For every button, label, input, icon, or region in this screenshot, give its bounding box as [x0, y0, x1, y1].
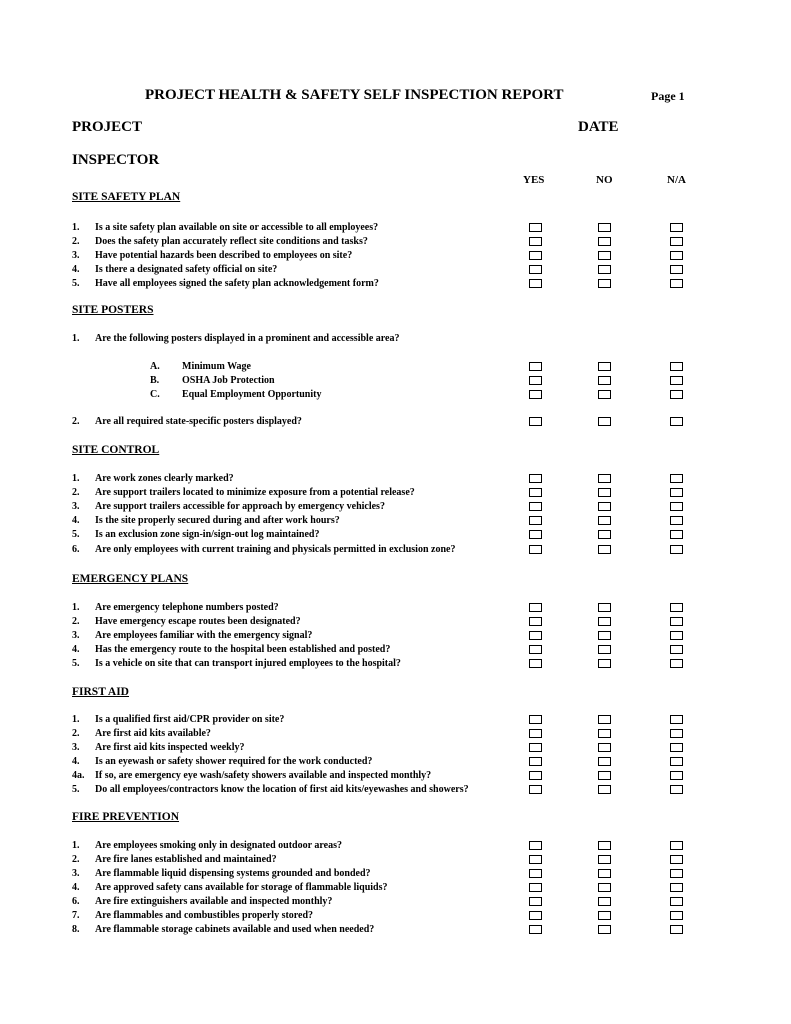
question-text: Have potential hazards been described to employees on site?: [95, 250, 353, 261]
checkbox-na[interactable]: [670, 743, 683, 752]
question-text: Is a site safety plan available on site or accessible to all employees?: [95, 222, 379, 233]
checkbox-na[interactable]: [670, 488, 683, 497]
question-text: Are support trailers located to minimize exposure from a potential release?: [95, 487, 415, 498]
question-number: 5.: [72, 529, 80, 540]
checkbox-na[interactable]: [670, 417, 683, 426]
page-number: Page 1: [651, 89, 685, 103]
checkbox-yes[interactable]: [529, 237, 542, 246]
checkbox-no[interactable]: [598, 715, 611, 724]
checkbox-na[interactable]: [670, 659, 683, 668]
checkbox-no[interactable]: [598, 911, 611, 920]
checkbox-na[interactable]: [670, 771, 683, 780]
question-text: Are work zones clearly marked?: [95, 473, 234, 484]
checkbox-no[interactable]: [598, 488, 611, 497]
question-text: Are emergency telephone numbers posted?: [95, 602, 279, 613]
checkbox-na[interactable]: [670, 855, 683, 864]
question-text: Are flammable storage cabinets available and used when needed?: [95, 924, 375, 935]
question-text: Are fire extinguishers available and inspected monthly?: [95, 896, 333, 907]
checkbox-no[interactable]: [598, 251, 611, 260]
checkbox-yes[interactable]: [529, 645, 542, 654]
checkbox-yes[interactable]: [529, 911, 542, 920]
checkbox-yes[interactable]: [529, 488, 542, 497]
question-text: Does the safety plan accurately reflect site conditions and tasks?: [95, 236, 368, 247]
checkbox-na[interactable]: [670, 474, 683, 483]
question-number: 2.: [72, 487, 80, 498]
checkbox-no[interactable]: [598, 502, 611, 511]
question-number: 2.: [72, 854, 80, 865]
checkbox-no[interactable]: [598, 530, 611, 539]
checkbox-yes[interactable]: [529, 883, 542, 892]
question-number: 2.: [72, 416, 80, 427]
checkbox-yes[interactable]: [529, 897, 542, 906]
checkbox-yes[interactable]: [529, 855, 542, 864]
question-text: Is there a designated safety official on site?: [95, 264, 278, 275]
checkbox-na[interactable]: [670, 757, 683, 766]
checkbox-yes[interactable]: [529, 223, 542, 232]
question-text: Are approved safety cans available for storage of flammable liquids?: [95, 882, 388, 893]
checkbox-yes[interactable]: [529, 785, 542, 794]
checkbox-no[interactable]: [598, 869, 611, 878]
question-text: Are support trailers accessible for approach by emergency vehicles?: [95, 501, 385, 512]
question-text: Have all employees signed the safety plan acknowledgement form?: [95, 278, 379, 289]
question-number: A.: [150, 361, 160, 372]
inspector-label: INSPECTOR: [72, 152, 160, 168]
checkbox-na[interactable]: [670, 362, 683, 371]
checkbox-no[interactable]: [598, 729, 611, 738]
question-number: 3.: [72, 742, 80, 753]
checkbox-yes[interactable]: [529, 869, 542, 878]
checkbox-no[interactable]: [598, 855, 611, 864]
question-number: 7.: [72, 910, 80, 921]
checkbox-no[interactable]: [598, 603, 611, 612]
checkbox-yes[interactable]: [529, 265, 542, 274]
question-text: Is a vehicle on site that can transport injured employees to the hospital?: [95, 658, 401, 669]
checkbox-no[interactable]: [598, 771, 611, 780]
question-text: Are first aid kits available?: [95, 728, 211, 739]
question-number: 1.: [72, 222, 80, 233]
checkbox-no[interactable]: [598, 362, 611, 371]
checkbox-na[interactable]: [670, 603, 683, 612]
checkbox-na[interactable]: [670, 925, 683, 934]
checkbox-no[interactable]: [598, 265, 611, 274]
question-number: 3.: [72, 501, 80, 512]
question-text: Equal Employment Opportunity: [182, 389, 322, 400]
checkbox-yes[interactable]: [529, 743, 542, 752]
checkbox-na[interactable]: [670, 911, 683, 920]
question-number: 3.: [72, 250, 80, 261]
checkbox-na[interactable]: [670, 265, 683, 274]
question-number: 1.: [72, 714, 80, 725]
question-text: Are only employees with current training and physicals permitted in exclusion zone?: [95, 544, 456, 555]
checkbox-no[interactable]: [598, 757, 611, 766]
question-number: 4.: [72, 515, 80, 526]
checkbox-yes[interactable]: [529, 617, 542, 626]
question-text: Are all required state-specific posters displayed?: [95, 416, 302, 427]
checkbox-no[interactable]: [598, 659, 611, 668]
question-text: Are flammable liquid dispensing systems grounded and bonded?: [95, 868, 371, 879]
question-number: 6.: [72, 544, 80, 555]
checkbox-no[interactable]: [598, 474, 611, 483]
checkbox-yes[interactable]: [529, 251, 542, 260]
checkbox-na[interactable]: [670, 631, 683, 640]
question-text: Are employees smoking only in designated outdoor areas?: [95, 840, 342, 851]
section-title-site-control: SITE CONTROL: [72, 444, 160, 456]
checkbox-na[interactable]: [670, 530, 683, 539]
checkbox-no[interactable]: [598, 516, 611, 525]
date-label: DATE: [578, 119, 619, 135]
checkbox-na[interactable]: [670, 869, 683, 878]
checkbox-no[interactable]: [598, 237, 611, 246]
question-number: 2.: [72, 236, 80, 247]
checkbox-yes[interactable]: [529, 603, 542, 612]
question-text: Is the site properly secured during and after work hours?: [95, 515, 340, 526]
checkbox-na[interactable]: [670, 279, 683, 288]
checkbox-na[interactable]: [670, 237, 683, 246]
checkbox-na[interactable]: [670, 516, 683, 525]
checkbox-na[interactable]: [670, 715, 683, 724]
question-text: Has the emergency route to the hospital been established and posted?: [95, 644, 391, 655]
checkbox-no[interactable]: [598, 390, 611, 399]
checkbox-na[interactable]: [670, 617, 683, 626]
question-text: If so, are emergency eye wash/safety showers available and inspected monthly?: [95, 770, 432, 781]
question-number: B.: [150, 375, 160, 386]
question-text: Is an exclusion zone sign-in/sign-out log maintained?: [95, 529, 320, 540]
question-number: 1.: [72, 333, 80, 344]
checkbox-no[interactable]: [598, 376, 611, 385]
section-title-first-aid: FIRST AID: [72, 686, 129, 698]
checkbox-yes[interactable]: [529, 659, 542, 668]
column-yes-header: YES: [523, 174, 545, 186]
question-number: 4.: [72, 644, 80, 655]
project-label: PROJECT: [72, 119, 143, 135]
question-number: C.: [150, 389, 160, 400]
question-number: 2.: [72, 616, 80, 627]
checkbox-na[interactable]: [670, 376, 683, 385]
checkbox-na[interactable]: [670, 883, 683, 892]
checkbox-na[interactable]: [670, 785, 683, 794]
checkbox-na[interactable]: [670, 841, 683, 850]
checkbox-na[interactable]: [670, 545, 683, 554]
question-text: Minimum Wage: [182, 361, 251, 372]
checkbox-yes[interactable]: [529, 417, 542, 426]
question-text: Is a qualified first aid/CPR provider on site?: [95, 714, 285, 725]
section-title-fire-prevention: FIRE PREVENTION: [72, 811, 180, 823]
question-number: 5.: [72, 658, 80, 669]
question-number: 1.: [72, 602, 80, 613]
question-text: Are first aid kits inspected weekly?: [95, 742, 245, 753]
checkbox-yes[interactable]: [529, 376, 542, 385]
question-number: 1.: [72, 473, 80, 484]
column-no-header: NO: [596, 174, 613, 186]
question-number: 2.: [72, 728, 80, 739]
checkbox-na[interactable]: [670, 251, 683, 260]
question-text: Are fire lanes established and maintained?: [95, 854, 277, 865]
question-text: Are employees familiar with the emergency signal?: [95, 630, 313, 641]
column-na-header: N/A: [667, 174, 686, 186]
question-text: OSHA Job Protection: [182, 375, 275, 386]
checkbox-yes[interactable]: [529, 279, 542, 288]
checkbox-yes[interactable]: [529, 530, 542, 539]
checkbox-na[interactable]: [670, 223, 683, 232]
checkbox-no[interactable]: [598, 417, 611, 426]
section-title-emergency-plans: EMERGENCY PLANS: [72, 573, 189, 585]
question-text: Are flammables and combustibles properly stored?: [95, 910, 314, 921]
checkbox-no[interactable]: [598, 883, 611, 892]
question-number: 4.: [72, 882, 80, 893]
checkbox-no[interactable]: [598, 545, 611, 554]
checkbox-na[interactable]: [670, 390, 683, 399]
checkbox-yes[interactable]: [529, 390, 542, 399]
checkbox-yes[interactable]: [529, 631, 542, 640]
report-title: PROJECT HEALTH & SAFETY SELF INSPECTION REPORT: [145, 87, 564, 103]
question-text: Are the following posters displayed in a prominent and accessible area?: [95, 333, 400, 344]
checkbox-yes[interactable]: [529, 545, 542, 554]
question-number: 1.: [72, 840, 80, 851]
question-number: 3.: [72, 868, 80, 879]
checkbox-no[interactable]: [598, 645, 611, 654]
checkbox-yes[interactable]: [529, 516, 542, 525]
checkbox-no[interactable]: [598, 617, 611, 626]
checkbox-na[interactable]: [670, 645, 683, 654]
question-text: Have emergency escape routes been designated?: [95, 616, 301, 627]
checkbox-no[interactable]: [598, 223, 611, 232]
section-title-site-posters: SITE POSTERS: [72, 304, 154, 316]
question-text: Is an eyewash or safety shower required for the work conducted?: [95, 756, 373, 767]
checkbox-no[interactable]: [598, 279, 611, 288]
checkbox-yes[interactable]: [529, 925, 542, 934]
question-number: 8.: [72, 924, 80, 935]
checkbox-yes[interactable]: [529, 474, 542, 483]
checkbox-no[interactable]: [598, 743, 611, 752]
checkbox-na[interactable]: [670, 729, 683, 738]
checkbox-yes[interactable]: [529, 771, 542, 780]
checkbox-no[interactable]: [598, 925, 611, 934]
question-number: 4.: [72, 264, 80, 275]
question-number: 4a.: [72, 770, 85, 781]
checkbox-na[interactable]: [670, 502, 683, 511]
checkbox-yes[interactable]: [529, 362, 542, 371]
section-title-site-safety-plan: SITE SAFETY PLAN: [72, 191, 181, 203]
checkbox-yes[interactable]: [529, 715, 542, 724]
checkbox-no[interactable]: [598, 631, 611, 640]
checkbox-no[interactable]: [598, 841, 611, 850]
question-text: Do all employees/contractors know the location of first aid kits/eyewashes and showers?: [95, 784, 469, 795]
checkbox-yes[interactable]: [529, 729, 542, 738]
question-number: 5.: [72, 784, 80, 795]
question-number: 6.: [72, 896, 80, 907]
question-number: 5.: [72, 278, 80, 289]
question-number: 3.: [72, 630, 80, 641]
checkbox-yes[interactable]: [529, 757, 542, 766]
checkbox-no[interactable]: [598, 785, 611, 794]
checkbox-na[interactable]: [670, 897, 683, 906]
checkbox-yes[interactable]: [529, 841, 542, 850]
question-number: 4.: [72, 756, 80, 767]
checkbox-yes[interactable]: [529, 502, 542, 511]
checkbox-no[interactable]: [598, 897, 611, 906]
